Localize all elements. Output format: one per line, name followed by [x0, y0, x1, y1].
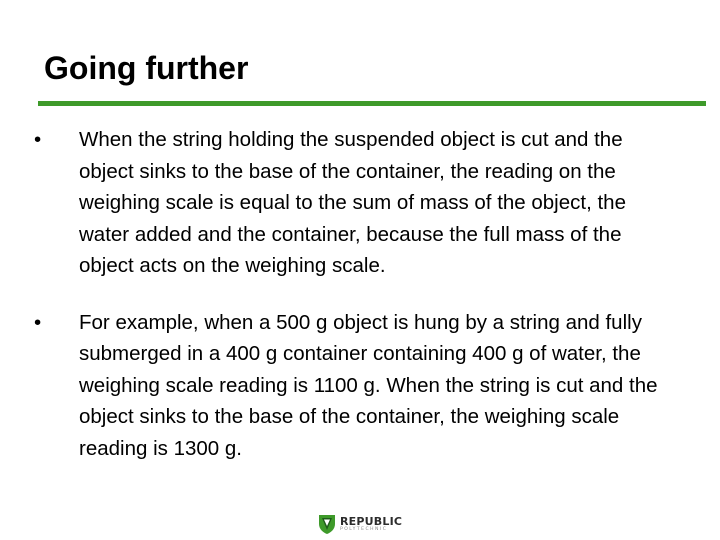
bullet-item [0, 307, 679, 465]
bullet-text: When the string holding the suspended object is cut and the object sinks to the base of the container, the reading on the weighing scale is equal to the sum of mass of the object, the water added and the container, because the full mass of the object acts on the weighing scale. [79, 128, 626, 277]
bullet-text: For example, when a 500 g object is hung by a string and fully submerged in a 400 g container containing 400 g of water, the weighing scale reading is 1100 g. When the string is cut and the object sinks to the base of the container, the weighing scale reading is 1300 g. [79, 310, 658, 460]
logo-subtext: POLYTECHNIC [340, 526, 388, 532]
bullet-item [0, 124, 679, 282]
bullet-list [0, 124, 720, 489]
logo-wordmark: REPUBLIC [340, 514, 403, 528]
slide-title: Going further [44, 50, 249, 86]
shield-icon [318, 513, 336, 535]
bullet-marker: • [34, 128, 42, 151]
bullet-marker: • [34, 310, 42, 334]
republic-polytechnic-logo [318, 512, 402, 536]
title-underline [38, 101, 706, 106]
